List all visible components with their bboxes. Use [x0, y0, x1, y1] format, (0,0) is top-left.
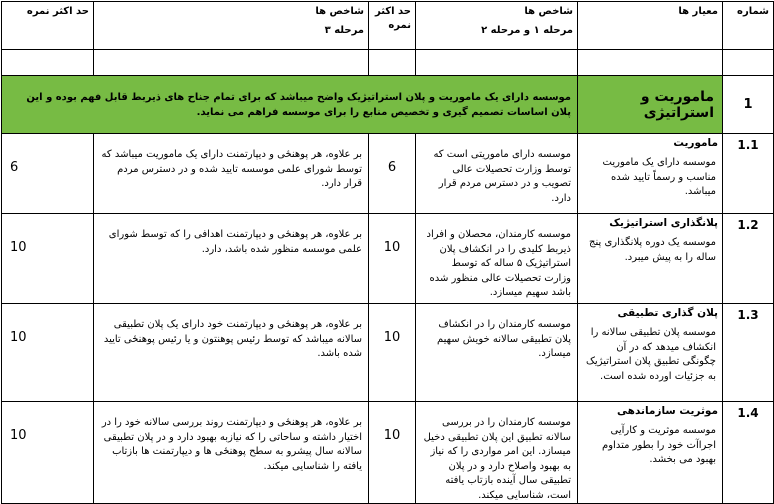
header-max-score-line1: حد اکثر — [374, 6, 411, 17]
stage12-indicator: موسسه کارمندان را در بررسی سالانه تطبیق این پلان تطبیقی دخیل میسازد. این امر مواردی را که نیاز به بهبود واصلاح دارد و در پلان تطبیقی سال آینده بازتاب یافته است، شناسایی میکند. — [416, 402, 578, 504]
header-max-score-1 — [369, 2, 416, 50]
stage3-indicator: بر علاوه، هر پوهنځی و دیپارتمنت خود دارای یک پلان تطبیقی سالانه میباشد که توسط رئیس پوهنتون و یا رئیس پوهنځی تایید شده باشد. — [94, 304, 369, 402]
table-row — [2, 214, 774, 304]
criterion-cell — [578, 134, 723, 214]
table-row — [2, 134, 774, 214]
header-criteria — [578, 2, 723, 50]
stage3-score: 10 — [2, 402, 94, 504]
criterion-body: موسسه یک دوره پلانگذاری پنج ساله را به پیش میبرد. — [589, 237, 716, 263]
stage3-score: 6 — [2, 134, 94, 214]
header-max-score-line2: نمره — [388, 20, 411, 31]
header-row — [2, 2, 774, 50]
header-number — [723, 2, 774, 50]
stage12-score: 6 — [369, 134, 416, 214]
section-title: ماموریت و استراتیژی — [578, 76, 723, 134]
section-row — [2, 76, 774, 134]
criterion-body: موسسه پلان تطبیقی سالانه را انکشاف میدهد که در آن چگونگی تطبیق پلان استراتیژیک به جزئیات اورده شده است. — [585, 327, 716, 382]
stage12-indicator: موسسه دارای ماموریتی است که توسط وزارت تحصیلات عالی تصویب و در دسترس مردم قرار دارد. — [416, 134, 578, 214]
header-max-score2-label: حد اکثر نمره — [26, 6, 89, 17]
header-indicators3-sub: مرحله ۳ — [324, 25, 364, 36]
criterion-title: پلانگذاری استراتیژیک — [609, 217, 718, 229]
row-number: 1.2 — [723, 214, 774, 304]
criterion-title: پلان گذاری تطبیقی — [617, 307, 718, 319]
stage3-score: 10 — [2, 304, 94, 402]
criterion-cell — [578, 304, 723, 402]
criterion-title: موثریت سازماندهی — [617, 405, 718, 417]
table-row — [2, 304, 774, 402]
stage12-indicator: موسسه کارمندان را در انکشاف پلان تطبیقی سالانه خویش سهیم میسازد. — [416, 304, 578, 402]
criterion-title: ماموریت — [673, 137, 718, 149]
header-indicators-stage12 — [416, 2, 578, 50]
header-criteria-label: معیار ها — [678, 6, 718, 17]
criterion-cell — [578, 402, 723, 504]
criteria-table — [1, 1, 774, 504]
section-description: موسسه دارای یک ماموریت و پلان استراتیژیک واضح میباشد که برای تمام جناح های ذیربط قابل فهم بوده و این پلان اساسات تصمیم گیری و تخصیص منابع را برای موسسه فراهم می نماید. — [2, 76, 578, 134]
header-max-score-2 — [2, 2, 94, 50]
stage3-indicator: بر علاوه، هر پوهنځی و دیپارتمنت دارای یک ماموریت میباشد که توسط شورای علمی موسسه تایید شده و در دسترس مردم قرار دارد. — [94, 134, 369, 214]
spacer-row — [2, 50, 774, 76]
stage3-score: 10 — [2, 214, 94, 304]
header-number-label: شماره — [737, 6, 769, 17]
row-number: 1.1 — [723, 134, 774, 214]
stage3-indicator: بر علاوه، هر پوهنځی و دیپارتمنت روند بررسی سالانه خود را در اختیار داشته و ساحاتی را که نیازبه بهبود دارد و در پلان تطبیقی سالانه سال پیشرو به سطح پوهنځی ها و دیپارتمنت ها بازتاب یافته را شناسایی میکند. — [94, 402, 369, 504]
stage12-score: 10 — [369, 214, 416, 304]
header-indicators3-title: شاخص ها — [315, 6, 364, 17]
stage12-score: 10 — [369, 402, 416, 504]
row-number: 1.4 — [723, 402, 774, 504]
criterion-body: موسسه موثریت و کارآیی اجراآت خود را بطور متداوم بهبود می بخشد. — [602, 425, 716, 465]
criterion-body: موسسه دارای یک ماموریت مناسب و رسماً تایید شده میباشد. — [602, 157, 716, 197]
header-indicators-sub: مرحله ۱ و مرحله ۲ — [481, 25, 573, 36]
header-indicators-title: شاخص ها — [524, 6, 573, 17]
stage12-score: 10 — [369, 304, 416, 402]
stage12-indicator: موسسه کارمندان، محصلان و افراد ذیربط کلیدی را در انکشاف پلان استراتیژیک ۵ ساله که توسط وزارت تحصیلات عالی منظور شده باشد سهیم میسازد. — [416, 214, 578, 304]
header-indicators-stage3 — [94, 2, 369, 50]
stage3-indicator: بر علاوه، هر پوهنځی و دیپارتمنت اهدافی را که توسط شورای علمی موسسه منظور شده باشد، دارد. — [94, 214, 369, 304]
row-number: 1.3 — [723, 304, 774, 402]
table-row — [2, 402, 774, 504]
section-number: 1 — [723, 76, 774, 134]
criterion-cell — [578, 214, 723, 304]
